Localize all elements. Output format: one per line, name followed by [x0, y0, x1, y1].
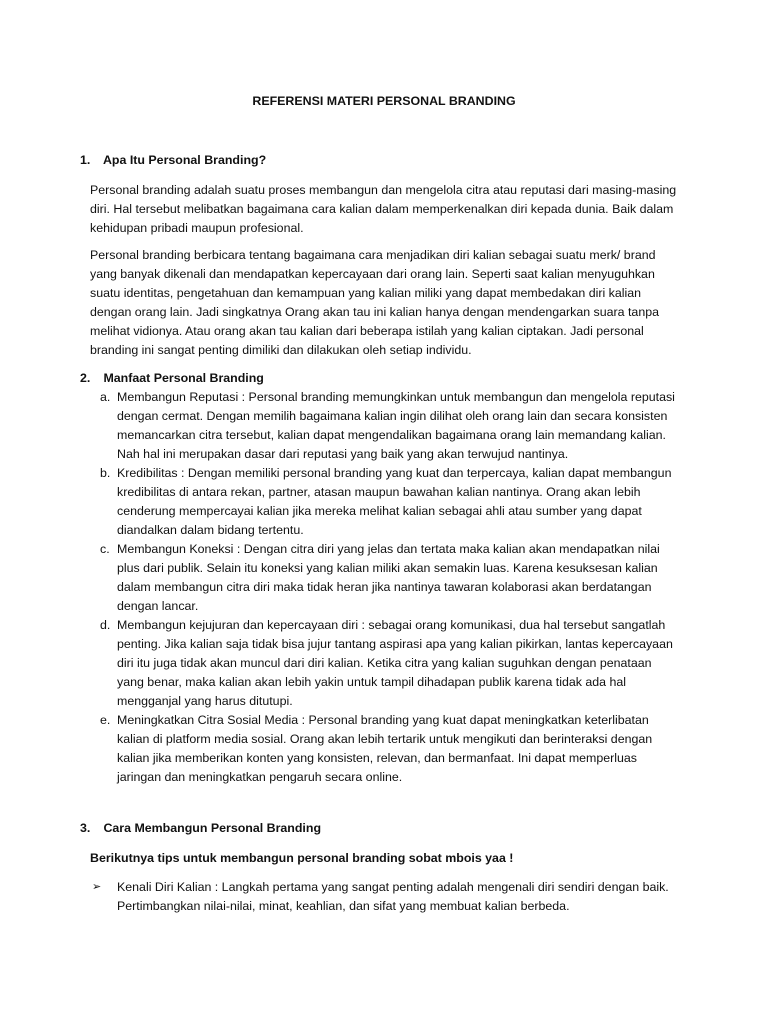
list-marker: d. [100, 618, 111, 632]
section-3-title: Cara Membangun Personal Branding [103, 821, 322, 835]
section-2-number: 2. [80, 371, 91, 385]
section-1-paragraph-1: Personal branding adalah suatu proses membangun dan mengelola citra atau reputasi dari masing-masing diri. Hal tersebut melibatkan bagaimana cara kalian dalam memperkenalkan diri kepada dunia. Baik dalam kehidupan pribadi maupun profesional. [90, 183, 677, 235]
tips-list [90, 878, 680, 916]
arrow-bullet-icon: ➢ [92, 881, 102, 893]
list-marker: c. [100, 542, 110, 556]
list-item-text: Membangun Reputasi : Personal branding memungkinkan untuk membangun dan mengelola reputasi dengan cermat. Dengan memilih bagaimana kalian ingin dilihat oleh orang lain dan secara konsisten memancarkan citra tersebut, kalian dapat mengendalikan bagaimana orang lain memandang kalian. Nah hal ini merupakan dasar dari reputasi yang baik yang akan terwujud nantinya. [117, 390, 675, 461]
tips-intro: Berikutnya tips untuk membangun personal branding sobat mbois yaa ! [90, 851, 514, 865]
benefits-list [90, 388, 680, 787]
section-3-heading [80, 819, 321, 838]
list-item-text: Meningkatkan Citra Sosial Media : Personal branding yang kuat dapat meningkatkan keterlibatan kalian di platform media sosial. Orang akan lebih tertarik untuk mengikuti dan berinteraksi dengan kalian jika memberikan konten yang konsisten, relevan, dan bermanfaat. Ini dapat memperluas jaringan dan meningkatkan pengaruh secara online. [117, 713, 653, 784]
section-1-heading [80, 151, 266, 170]
section-3-number: 3. [80, 821, 91, 835]
list-item [90, 616, 680, 711]
section-1-title: Apa Itu Personal Branding? [102, 153, 267, 167]
list-item-text: Membangun kejujuran dan kepercayaan diri : sebagai orang komunikasi, dua hal tersebut sangatlah penting. Jika kalian saja tidak bisa jujur tantang aspirasi apa yang kalian pikirkan, lantas kepercayaan diri itu juga tidak akan muncul dari diri kalian. Ketika citra yang kalian suguhkan dengan penataan yang benar, maka kalian akan lebih yakin untuk tampil dihadapan publik karena tidak ada hal mengganjal yang harus ditutupi. [117, 618, 673, 708]
list-item [90, 540, 680, 616]
list-marker: a. [100, 390, 111, 404]
section-1-number: 1. [80, 153, 91, 167]
list-item [90, 388, 680, 464]
section-2-heading [80, 369, 264, 388]
list-item [90, 878, 680, 916]
list-item [90, 464, 680, 540]
list-item-text: Kenali Diri Kalian : Langkah pertama yang sangat penting adalah mengenali diri sendiri dengan baik. Pertimbangkan nilai-nilai, minat, keahlian, dan sifat yang membuat kalian berbeda. [117, 880, 669, 913]
document-title: REFERENSI MATERI PERSONAL BRANDING [252, 94, 516, 108]
list-marker: e. [100, 713, 111, 727]
list-item [90, 711, 680, 787]
list-item-text: Kredibilitas : Dengan memiliki personal branding yang kuat dan terpercaya, kalian dapat membangun kredibilitas di antara rekan, partner, atasan maupun bawahan kalian nantinya. Orang akan lebih cenderung mempercayai kalian jika mereka melihat kalian sebagai ahli atau sumber yang dapat diandalkan dalam bidang tertentu. [117, 466, 672, 537]
section-2-title: Manfaat Personal Branding [103, 371, 264, 385]
section-1-paragraph-2: Personal branding berbicara tentang bagaimana cara menjadikan diri kalian sebagai suatu merk/ brand yang banyak dikenali dan mendapatkan kepercayaan dari orang lain. Seperti saat kalian menyuguhkan suatu identitas, pengetahuan dan kemampuan yang kalian miliki yang dapat membedakan diri kalian dengan orang lain. Jadi singkatnya Orang akan tau ini kalian hanya dengan mendengarkan suara tanpa melihat vidionya. Atau orang akan tau kalian dari beberapa istilah yang kalian ciptakan. Jadi personal branding ini sangat penting dimiliki dan dilakukan oleh setiap individu. [90, 248, 660, 357]
list-item-text: Membangun Koneksi : Dengan citra diri yang jelas dan tertata maka kalian akan mendapatkan nilai plus dari publik. Selain itu koneksi yang kalian miliki akan semakin luas. Karena kesuksesan kalian dalam membangun citra diri maka tidak heran jika nantinya tawaran kolaborasi akan berdatangan dengan lancar. [117, 542, 660, 613]
list-marker: b. [100, 466, 111, 480]
